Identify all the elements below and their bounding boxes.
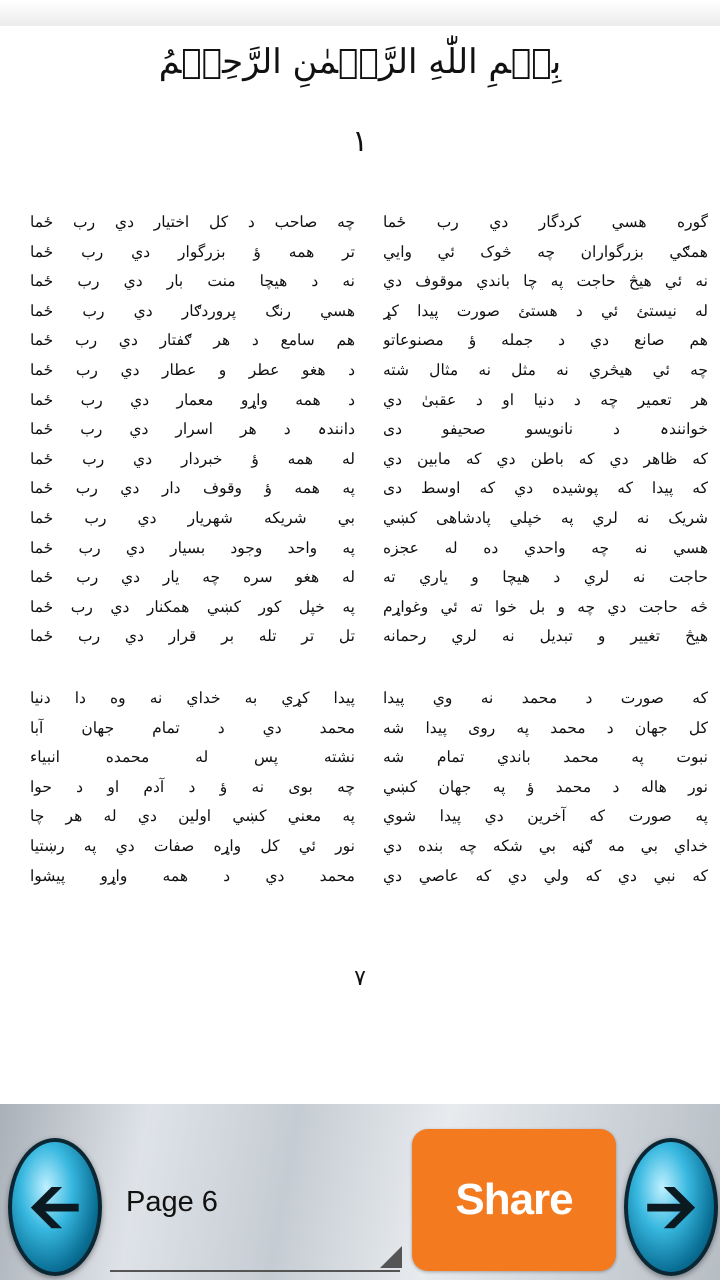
poem-hemistich-left: محمد دي د تمام جهان آبا [30,718,355,737]
poem-hemistich-left: بي شريکه شهريار دي رب ځما [30,508,355,527]
poem-hemistich-right: څه حاجت دي چه و بل خوا ته ئي وغواړم [383,597,708,616]
poem-line [30,832,720,862]
left-arrow-icon: 🡨 [29,1170,81,1244]
poem-hemistich-left: په خپل کور کښي همکنار دي رب ځما [30,597,355,616]
poem-hemistich-left: تل تر تله بر قرار دي رب ځما [30,627,355,646]
page-number: ٧ [354,966,366,991]
poem-line [30,684,720,714]
poem-line [30,386,720,416]
corner-indicator-icon [380,1246,402,1268]
poem-hemistich-left: نور ئي کل واړه صفات دي په رښتيا [30,836,355,855]
poem-hemistich-left: پيدا کړي به خداي نه وه دا دنيا [30,689,355,707]
poem-line [30,862,720,892]
poem-line [30,415,720,445]
poem-hemistich-right: کل جهان د محمد په روی پيدا شه [383,718,708,737]
poem-hemistich-left: محمد دي د همه واړو پيشوا [30,866,355,885]
poem-line [30,593,720,623]
poem-line [30,238,720,268]
next-page-button[interactable] [624,1138,718,1276]
poem-hemistich-right: خداي بي مه ګڼه بي شکه چه بنده دي [383,836,708,855]
poem-line [30,504,720,534]
poem-hemistich-left: هم سامع د هر ګفتار دي رب ځما [30,331,355,350]
poem-line [30,563,720,593]
poem-hemistich-left: په معني کښي اولين دي له هر چا [30,807,355,826]
poem-hemistich-left: تر همه ؤ بزرگوار دي رب ځما [30,242,355,261]
poem-hemistich-right: هم صانع دي د جمله ؤ مصنوعاتو [383,331,708,350]
poem-line [30,534,720,564]
poem-hemistich-right: گوره هسي کردگار دي رب ځما [383,213,708,231]
share-button[interactable]: Share [412,1129,616,1271]
poem-hemistich-left: چه صاحب د کل اختيار دي رب ځما [30,213,355,231]
poem-line [30,267,720,297]
poem-hemistich-left: له هغو سره چه يار دي رب ځما [30,568,355,587]
poem-hemistich-right: شريک نه لري په خپلي پادشاهی کښي [383,508,708,527]
poem-hemistich-right: که نبي دي که ولي دي که عاصي دي [383,866,708,885]
poem-line [30,356,720,386]
poem-line [30,773,720,803]
poem-hemistich-right: نه ئي هيڅ حاجت په چا باندي موقوف دي [383,272,708,291]
poem-hemistich-right: خوانندہ د نانويسو صحيفو دی [383,420,708,439]
poem-hemistich-left: په واحد وجود بسيار دي رب ځما [30,538,355,557]
poem-hemistich-right: له نيستئ ئي د هستئ صورت پيدا کړ [383,301,708,320]
poem-hemistich-right: که ظاهر دي که باطن دي که مابين دي [383,449,708,468]
poem-hemistich-right: چه ئي هيڅري نه مثل نه مثال شته [383,360,708,379]
poem-line [30,474,720,504]
poem-hemistich-left: نه د هيچا منت بار دي رب ځما [30,272,355,291]
right-arrow-icon: 🡪 [645,1170,697,1244]
poem-hemistich-right: نبوت په محمد باندي تمام شه [383,748,708,767]
poem-hemistich-right: هسي نه چه واحدي ده له عجزه [383,538,708,557]
poem-line [30,445,720,475]
poem-line [30,297,720,327]
page-indicator: Page 6 [126,1186,218,1218]
poem-hemistich-right: په صورت که آخرين دي پيدا شوي [383,807,708,826]
poem-hemistich-right: نور هاله د محمد ؤ په جهان کښي [383,777,708,796]
poem-hemistich-right: هيڅ تغيير و تبديل نه لري رحمانه [383,627,708,646]
chapter-number: ١ [351,124,369,159]
poem-hemistich-left: چه بوی نه ؤ د آدم او د حوا [30,777,355,796]
poem-hemistich-left: هسي رنګ پروردګار دي رب ځما [30,301,355,320]
poem-line [30,802,720,832]
bismillah-heading: بِسۡمِ اللّٰهِ الرَّحۡمٰنِ الرَّحِیۡمُ [158,42,562,82]
poem-hemistich-right: حاجت نه لري د هيچا و ياري ته [383,568,708,587]
status-strip [0,0,720,27]
poem-hemistich-left: دانندہ د هر اسرار دي رب ځما [30,420,355,439]
divider-line [110,1270,400,1272]
poem-line [30,622,720,652]
poem-stanza-2 [30,684,720,891]
poem-hemistich-right: که صورت د محمد نه وي پيدا [383,689,708,707]
poem-line [30,208,720,238]
previous-page-button[interactable] [8,1138,102,1276]
poem-hemistich-right: هر تعمير چه د دنيا او د عقبیٰ دي [383,390,708,409]
poem-line [30,743,720,773]
poem-hemistich-right: که پيدا که پوشيده دي که اوسط دی [383,479,708,498]
poem-hemistich-left: د همه واړو معمار دي رب ځما [30,390,355,409]
poem-stanza-1 [30,208,720,652]
poem-hemistich-left: د هغو عطر و عطار دي رب ځما [30,360,355,379]
poem-hemistich-right: همګي بزرگواران چه څوک ئي وايي [383,242,708,261]
poem-line [30,714,720,744]
poem-hemistich-left: په همه ؤ وقوف دار دي رب ځما [30,479,355,498]
poem-line [30,326,720,356]
poem-hemistich-left: له همه ؤ خبردار دي رب ځما [30,449,355,468]
poem-hemistich-left: نشته پس له محمده انبياء [30,748,355,767]
